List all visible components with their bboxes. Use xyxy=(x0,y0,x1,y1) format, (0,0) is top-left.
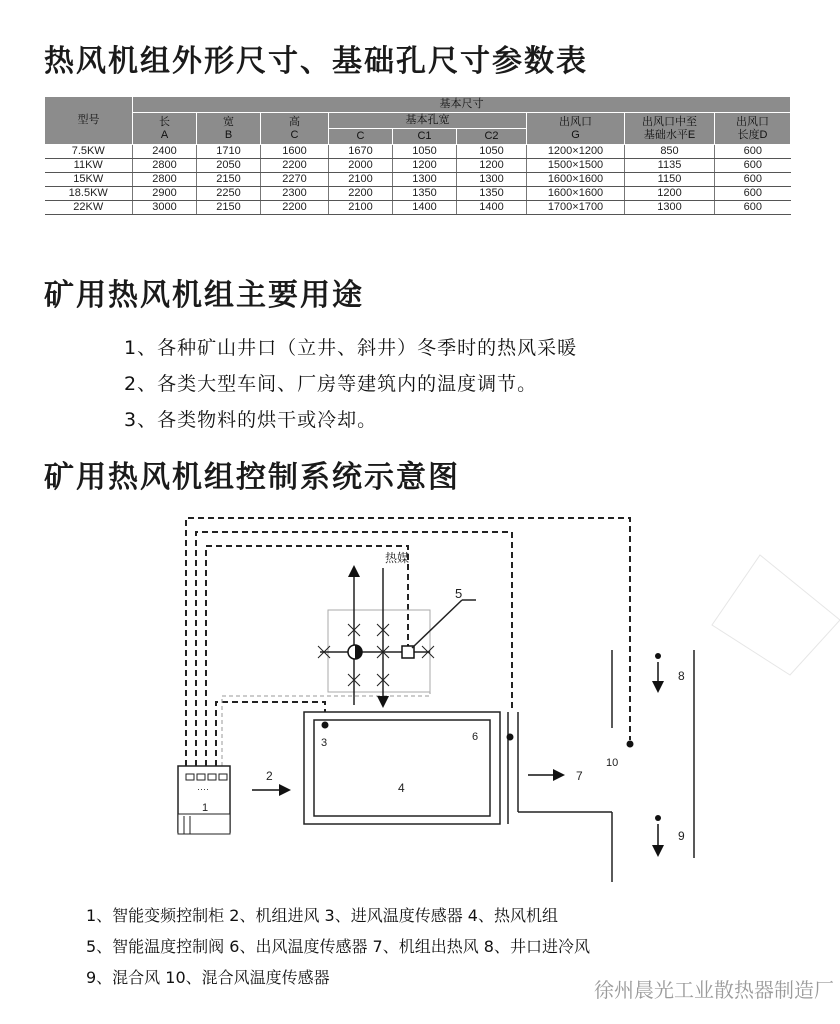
header-basic-dimensions: 基本尺寸 xyxy=(133,97,791,113)
table-cell: 1300 xyxy=(393,173,457,187)
table-row xyxy=(45,187,791,201)
table-cell: 2900 xyxy=(133,187,197,201)
control-cabinet xyxy=(178,766,230,834)
inlet-temp-sensor xyxy=(322,722,329,729)
table-cell: 3000 xyxy=(133,201,197,215)
panel-dots: ···· xyxy=(197,784,209,794)
use-item: 3、各类物料的烘干或冷却。 xyxy=(124,409,378,431)
table-cell: 2100 xyxy=(329,201,393,215)
spec-table xyxy=(44,96,791,215)
header-height: 高 C xyxy=(261,113,329,145)
header-c1: C1 xyxy=(393,129,457,145)
table-cell: 1500×1500 xyxy=(527,159,625,173)
label-9: 9 xyxy=(678,829,685,843)
table-cell: 2150 xyxy=(197,173,261,187)
table-cell: 1300 xyxy=(457,173,527,187)
table-cell: 2250 xyxy=(197,187,261,201)
label-4: 4 xyxy=(398,781,405,795)
header-hole-width: 基本孔宽 xyxy=(329,113,527,129)
table-cell: 850 xyxy=(625,145,715,159)
table-cell: 1600×1600 xyxy=(527,187,625,201)
table-cell: 2100 xyxy=(329,173,393,187)
valve-icons xyxy=(318,624,434,686)
table-cell: 600 xyxy=(715,145,791,159)
table-cell: 2200 xyxy=(261,159,329,173)
label-8: 8 xyxy=(678,669,685,683)
outlet-temp-sensor xyxy=(507,734,514,741)
header-width: 宽 B xyxy=(197,113,261,145)
table-row xyxy=(45,201,791,215)
table-section-title: 热风机组外形尺寸、基础孔尺寸参数表 xyxy=(44,44,588,79)
table-cell: 1670 xyxy=(329,145,393,159)
heat-medium-label: 热媒 xyxy=(385,551,410,565)
label-1: 1 xyxy=(202,802,209,814)
header-outlet-length: 出风口 长度D xyxy=(715,113,791,145)
table-cell: 1200 xyxy=(457,159,527,173)
header-length: 长 A xyxy=(133,113,197,145)
diagram-section-title: 矿用热风机组控制系统示意图 xyxy=(44,460,460,495)
table-cell: 600 xyxy=(715,201,791,215)
use-item: 2、各类大型车间、厂房等建筑内的温度调节。 xyxy=(124,373,538,395)
table-cell: 2050 xyxy=(197,159,261,173)
table-row xyxy=(45,159,791,173)
table-cell: 1600×1600 xyxy=(527,173,625,187)
mixed-temp-sensor xyxy=(627,741,634,748)
table-cell: 11KW xyxy=(45,159,133,173)
table-cell: 1200 xyxy=(393,159,457,173)
header-model: 型号 xyxy=(45,97,133,145)
heat-medium-pipes xyxy=(320,568,430,705)
uses-list xyxy=(124,330,577,438)
outlet-duct xyxy=(508,712,612,882)
table-cell: 1050 xyxy=(457,145,527,159)
table-cell: 15KW xyxy=(45,173,133,187)
table-cell: 2200 xyxy=(329,187,393,201)
table-cell: 1135 xyxy=(625,159,715,173)
table-cell: 1350 xyxy=(393,187,457,201)
table-cell: 2150 xyxy=(197,201,261,215)
leader-line-5 xyxy=(412,600,462,648)
decorative-diamond xyxy=(712,555,840,675)
table-cell: 1400 xyxy=(393,201,457,215)
company-name: 徐州晨光工业散热器制造厂 xyxy=(594,978,834,1002)
table-cell: 1710 xyxy=(197,145,261,159)
header-outlet: 出风口 G xyxy=(527,113,625,145)
table-cell: 2300 xyxy=(261,187,329,201)
table-cell: 600 xyxy=(715,173,791,187)
table-cell: 2800 xyxy=(133,159,197,173)
use-item: 1、各种矿山井口（立井、斜井）冬季时的热风采暖 xyxy=(124,337,578,359)
table-cell: 1300 xyxy=(625,201,715,215)
table-cell: 1350 xyxy=(457,187,527,201)
label-7: 7 xyxy=(576,769,583,783)
control-system-diagram xyxy=(0,500,840,890)
legend-line: 5、智能温度控制阀 6、出风温度传感器 7、机组出热风 8、井口进冷风 xyxy=(86,937,590,956)
table-cell: 7.5KW xyxy=(45,145,133,159)
heater-unit xyxy=(304,712,500,824)
table-cell: 18.5KW xyxy=(45,187,133,201)
header-c2: C2 xyxy=(457,129,527,145)
table-cell: 2270 xyxy=(261,173,329,187)
table-cell: 1200×1200 xyxy=(527,145,625,159)
table-cell: 2000 xyxy=(329,159,393,173)
table-cell: 22KW xyxy=(45,201,133,215)
table-row xyxy=(45,145,791,159)
uses-section-title: 矿用热风机组主要用途 xyxy=(44,278,364,313)
label-3: 3 xyxy=(321,737,328,749)
header-outlet-center: 出风口中至 基础水平E xyxy=(625,113,715,145)
header-c: C xyxy=(329,129,393,145)
table-cell: 1600 xyxy=(261,145,329,159)
table-cell: 2800 xyxy=(133,173,197,187)
table-cell: 600 xyxy=(715,159,791,173)
table-cell: 1200 xyxy=(625,187,715,201)
label-6: 6 xyxy=(472,731,479,743)
table-cell: 1400 xyxy=(457,201,527,215)
legend-line: 1、智能变频控制柜 2、机组进风 3、进风温度传感器 4、热风机组 xyxy=(86,906,558,925)
table-cell: 1700×1700 xyxy=(527,201,625,215)
label-10: 10 xyxy=(606,757,619,769)
label-2: 2 xyxy=(266,769,273,783)
table-cell: 600 xyxy=(715,187,791,201)
table-cell: 2200 xyxy=(261,201,329,215)
table-cell: 1150 xyxy=(625,173,715,187)
diagram-legend xyxy=(86,900,590,993)
table-cell: 2400 xyxy=(133,145,197,159)
table-row xyxy=(45,173,791,187)
table-cell: 1050 xyxy=(393,145,457,159)
legend-line: 9、混合风 10、混合风温度传感器 xyxy=(86,968,330,987)
label-5: 5 xyxy=(455,586,463,601)
